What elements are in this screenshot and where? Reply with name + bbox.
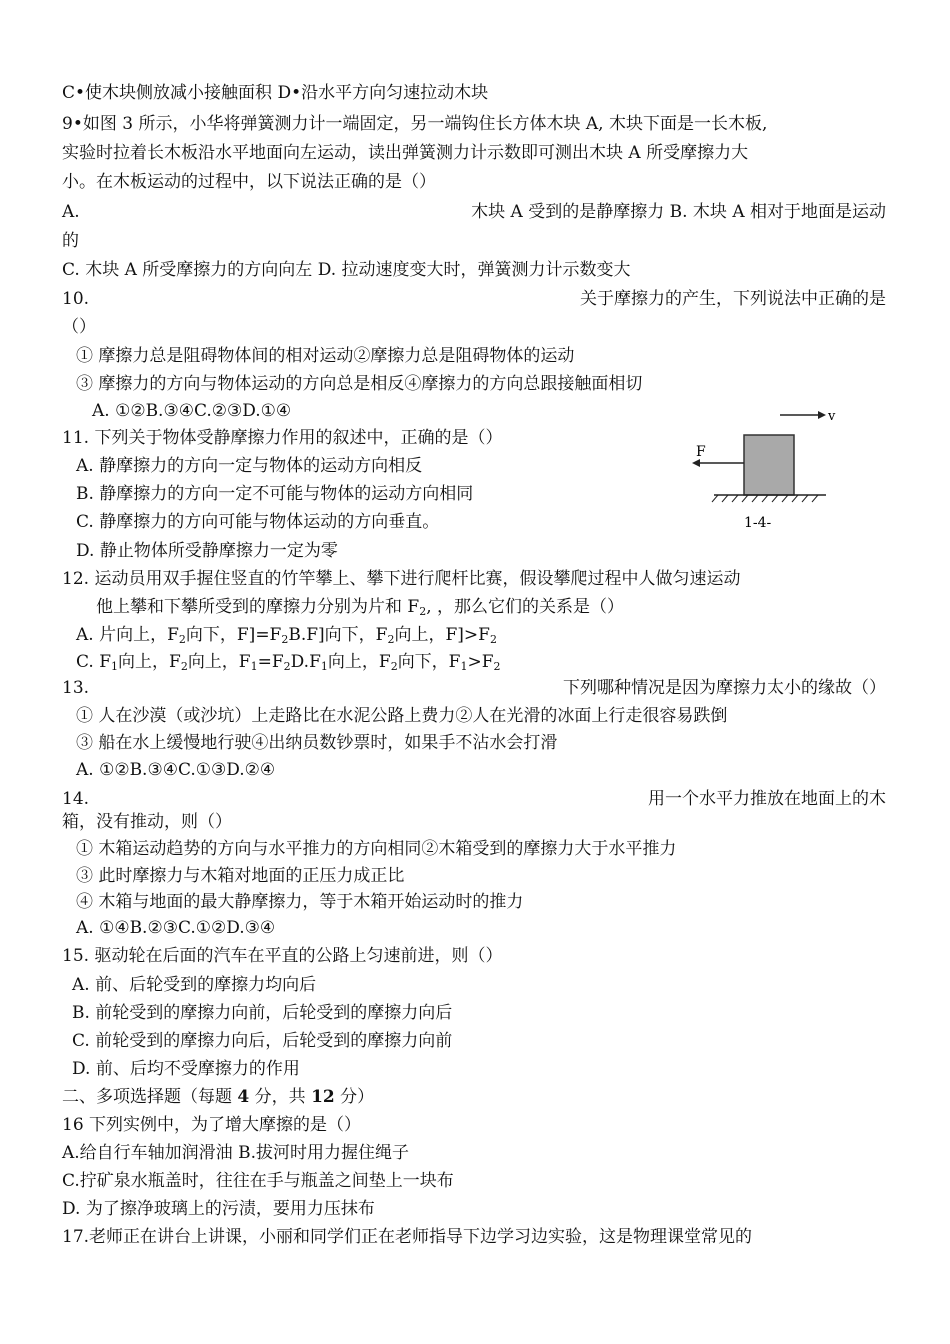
ground-hatching <box>712 495 818 502</box>
question-13: 下列哪种情况是因为摩擦力太小的缘故（） <box>563 678 886 698</box>
text-run: 向下，F]=F <box>185 625 282 645</box>
option-line: D. 前、后均不受摩擦力的作用 <box>72 1059 300 1079</box>
text-run: 分） <box>334 1087 375 1107</box>
subscript: 2 <box>390 660 398 673</box>
text-line: 实验时拉着长木板沿水平地面向左运动，读出弹簧测力计示数即可测出木块 A 所受摩擦力大 <box>62 143 749 163</box>
statement-line: ④ 木箱与地面的最大静摩擦力，等于木箱开始运动时的推力 <box>76 892 524 912</box>
subscript: 1 <box>320 660 328 673</box>
text-run: , ，那么它们的关系是（） <box>426 597 625 617</box>
option-line: A. ①④B.②③C.①②D.③④ <box>76 918 276 938</box>
option-label: A. <box>62 202 80 222</box>
option-line: D. 静止物体所受静摩擦力一定为零 <box>76 541 338 561</box>
option-line: D. 为了擦净玻璃上的污渍，要用力压抹布 <box>62 1199 375 1219</box>
text-run: B.F]向下，F <box>288 625 388 645</box>
option-line: A.给自行车轴加润滑油 B.拔河时用力握住绳子 <box>62 1143 409 1163</box>
option-text: 木块 A 受到的是静摩擦力 B. 木块 A 相对于地面是运动 <box>471 202 886 222</box>
question-number: 14. <box>62 789 90 809</box>
option-line: C. 前轮受到的摩擦力向后，后轮受到的摩擦力向前 <box>72 1031 453 1051</box>
option-line: C. 木块 A 所受摩擦力的方向向左 D. 拉动速度变大时，弹簧测力计示数变大 <box>62 260 631 280</box>
subscript: 2 <box>283 660 291 673</box>
text-run: 二、多项选择题（每题 <box>62 1087 238 1107</box>
subscript: 2 <box>419 605 427 618</box>
text-run: 分，共 <box>249 1087 312 1107</box>
question-10: 关于摩擦力的产生，下列说法中正确的是 <box>580 289 886 309</box>
question-9: 9•如图 3 所示，小华将弹簧测力计一端固定，另一端钩住长方体木块 A, 木块下面是一长木板, <box>62 114 768 134</box>
statement-line: ③ 摩擦力的方向与物体运动的方向总是相反④摩擦力的方向总跟接触面相切 <box>76 374 643 394</box>
subscript: 2 <box>281 633 289 646</box>
force-arrowhead-icon <box>692 459 700 467</box>
option-line: B. 静摩擦力的方向一定不可能与物体的运动方向相同 <box>76 484 474 504</box>
statement-line: ① 木箱运动趋势的方向与水平推力的方向相同②木箱受到的摩擦力大于水平推力 <box>76 839 677 859</box>
subscript: 2 <box>387 633 395 646</box>
text-line: 的 <box>62 231 79 251</box>
text-line <box>96 595 624 624</box>
velocity-label: v <box>828 409 836 424</box>
option-line: A. 静摩擦力的方向一定与物体的运动方向相反 <box>76 456 423 476</box>
text-line: （） <box>62 317 96 337</box>
text-run: 向上，F <box>187 652 251 672</box>
subscript: 1 <box>111 660 119 673</box>
subscript: 2 <box>180 660 188 673</box>
block-force-diagram <box>690 405 850 530</box>
text-run: 他上攀和下攀所受到的摩擦力分别为片和 F <box>96 597 420 617</box>
subscript: 2 <box>178 633 186 646</box>
section-heading <box>62 1085 374 1109</box>
text-line: 箱，没有推动，则（） <box>62 812 232 832</box>
option-line <box>76 650 501 679</box>
question-number: 10. <box>62 289 90 309</box>
question-15: 15. 驱动轮在后面的汽车在平直的公路上匀速前进，则（） <box>62 946 503 966</box>
question-11: 11. 下列关于物体受静摩擦力作用的叙述中，正确的是（） <box>62 428 503 448</box>
statement-line: ① 人在沙漠（或沙坑）上走路比在水泥公路上费力②人在光滑的冰面上行走很容易跌倒 <box>76 706 728 726</box>
option-line: A. 前、后轮受到的摩擦力均向后 <box>72 975 317 995</box>
question-12: 12. 运动员用双手握住竖直的竹竿攀上、攀下进行爬杆比赛，假设攀爬过程中人做匀速运动 <box>62 569 741 589</box>
option-line: C. 静摩擦力的方向可能与物体运动的方向垂直。 <box>76 512 440 532</box>
text-run: >F <box>467 652 494 672</box>
subscript: 2 <box>493 660 501 673</box>
option-line: A. ①②B.③④C.②③D.①④ <box>92 401 292 421</box>
text-run: 向上，F <box>327 652 391 672</box>
statement-line: ③ 此时摩擦力与木箱对地面的正压力成正比 <box>76 866 405 886</box>
subscript: 2 <box>489 633 497 646</box>
option-line: B. 前轮受到的摩擦力向前，后轮受到的摩擦力向后 <box>72 1003 453 1023</box>
subscript: 1 <box>460 660 468 673</box>
text-run: 向上，F <box>118 652 181 672</box>
question-17: 17.老师正在讲台上讲课，小丽和同学们正在老师指导下边学习边实验，这是物理课堂常见的 <box>62 1227 753 1247</box>
question-number: 13. <box>62 678 90 698</box>
velocity-arrowhead-icon <box>818 411 826 419</box>
figure-caption: 1-4- <box>744 515 772 530</box>
text-run: C. F <box>76 652 112 672</box>
text-run: A. 片向上，F <box>76 625 179 645</box>
text-run: D.F <box>290 652 321 672</box>
statement-line: ③ 船在水上缓慢地行驶④出纳员数钞票时，如果手不沾水会打滑 <box>76 733 558 753</box>
option-line <box>76 623 497 652</box>
subscript: 1 <box>250 660 258 673</box>
option-line: C.拧矿泉水瓶盖时，往往在手与瓶盖之间垫上一块布 <box>62 1171 454 1191</box>
text-run: 12 <box>311 1087 335 1107</box>
text-line: 小。在木板运动的过程中，以下说法正确的是（） <box>62 172 436 192</box>
question-16: 16 下列实例中，为了增大摩擦的是（） <box>62 1115 362 1135</box>
block <box>744 435 794 495</box>
question-14: 用一个水平力推放在地面上的木 <box>648 789 886 809</box>
option-line: A. ①②B.③④C.①③D.②④ <box>76 760 276 780</box>
force-label: F <box>696 444 706 460</box>
statement-line: ① 摩擦力总是阻碍物体间的相对运动②摩擦力总是阻碍物体的运动 <box>76 346 575 366</box>
text-line: C•使木块侧放减小接触面积 D•沿水平方向匀速拉动木块 <box>62 83 489 103</box>
text-run: 向下，F <box>397 652 461 672</box>
text-run: 4 <box>237 1087 250 1107</box>
text-run: 向上，F]>F <box>394 625 490 645</box>
text-run: =F <box>257 652 284 672</box>
